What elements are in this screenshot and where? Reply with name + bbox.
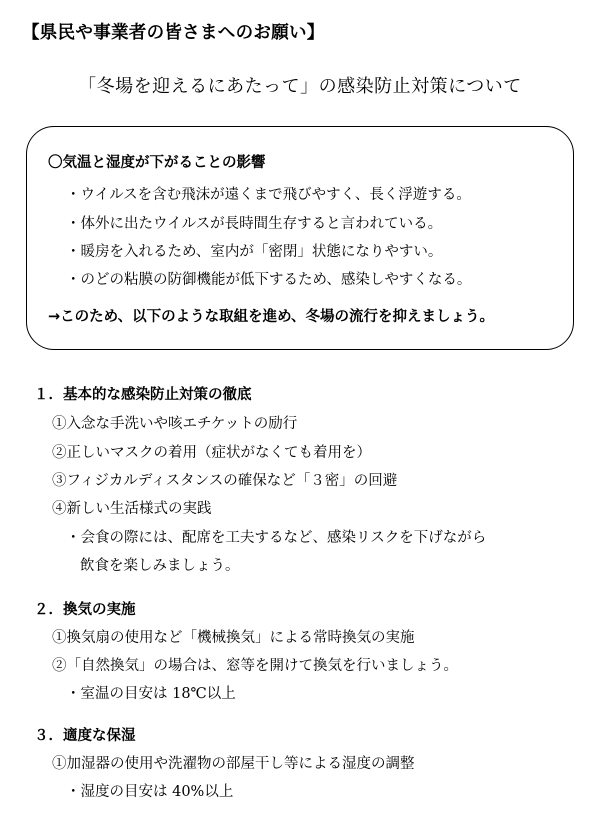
list-item: ③フィジカルディスタンスの確保など「３密」の回避 bbox=[52, 473, 398, 489]
impact-conclusion: →このため、以下のような取組を進め、冬場の流行を抑えましょう。 bbox=[48, 309, 494, 325]
sub-item: ・湿度の目安は 40%以上 bbox=[66, 784, 234, 800]
section-title-basic-measures: １．基本的な感染防止対策の徹底 bbox=[34, 387, 252, 403]
section-title-ventilation: ２．換気の実施 bbox=[34, 602, 136, 618]
list-item: ④新しい生活様式の実践 bbox=[52, 501, 212, 517]
impact-line: ・のどの粘膜の防御機能が低下するため、感染しやすくなる。 bbox=[66, 272, 472, 288]
sub-item: ・室温の目安は 18℃以上 bbox=[66, 686, 236, 702]
impact-line: ・体外に出たウイルスが長時間生存すると言われている。 bbox=[66, 216, 443, 232]
page-title: 「冬場を迎えるにあたって」の感染防止対策について bbox=[78, 76, 522, 97]
sub-item-continuation: 飲食を楽しみましょう。 bbox=[80, 558, 240, 574]
section-title-humidity: ３．適度な保湿 bbox=[34, 728, 136, 744]
impact-box-heading: 〇気温と湿度が下がることの影響 bbox=[48, 155, 266, 171]
list-item: ②「自然換気」の場合は、窓等を開けて換気を行いましょう。 bbox=[52, 658, 458, 674]
impact-line: ・ウイルスを含む飛沫が遠くまで飛びやすく、長く浮遊する。 bbox=[66, 187, 471, 203]
list-item: ①加湿器の使用や洗濯物の部屋干し等による湿度の調整 bbox=[52, 756, 415, 772]
list-item: ①入念な手洗いや咳エチケットの励行 bbox=[52, 416, 298, 432]
notice-heading: 【県民や事業者の皆さまへのお願い】 bbox=[22, 23, 325, 43]
sub-item: ・会食の際には、配席を工夫するなど、感染リスクを下げながら bbox=[66, 530, 487, 546]
list-item: ①換気扇の使用など「機械換気」による常時換気の実施 bbox=[52, 630, 415, 646]
impact-line: ・暖房を入れるため、室内が「密閉」状態になりやすい。 bbox=[66, 244, 443, 260]
list-item: ②正しいマスクの着用（症状がなくても着用を） bbox=[52, 445, 371, 461]
